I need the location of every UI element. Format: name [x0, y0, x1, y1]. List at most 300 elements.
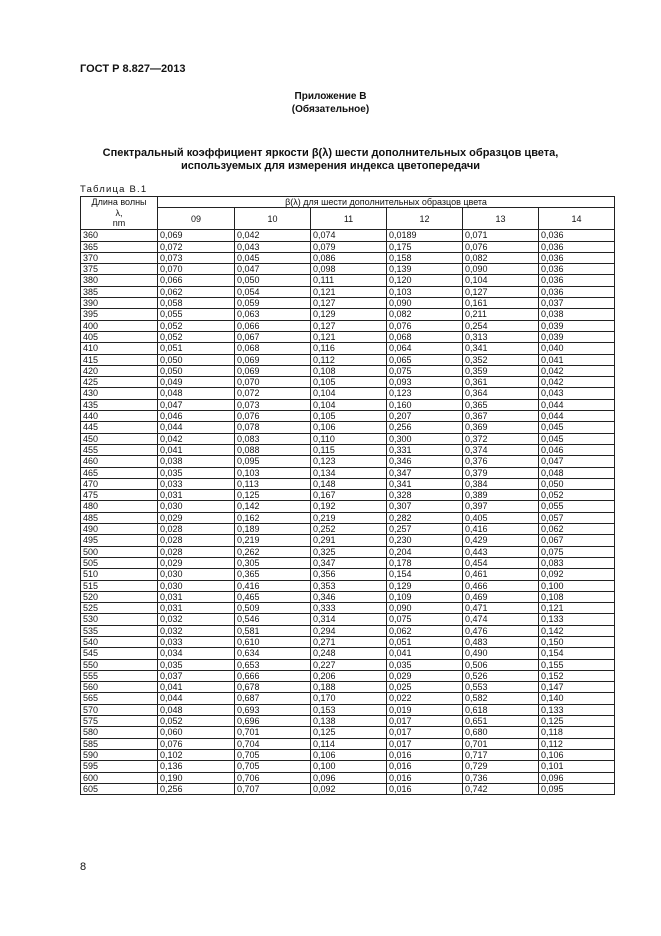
value-cell: 0,048: [158, 388, 235, 399]
wavelength-cell: 525: [81, 603, 158, 614]
value-cell: 0,384: [463, 478, 539, 489]
value-cell: 0,025: [387, 682, 463, 693]
value-cell: 0,047: [539, 456, 615, 467]
sample-column-header: 12: [387, 208, 463, 230]
value-cell: 0,333: [311, 603, 387, 614]
value-cell: 0,041: [539, 354, 615, 365]
value-cell: 0,017: [387, 738, 463, 749]
value-cell: 0,219: [311, 512, 387, 523]
value-cell: 0,581: [235, 625, 311, 636]
value-cell: 0,142: [235, 501, 311, 512]
value-cell: 0,111: [311, 275, 387, 286]
value-cell: 0,634: [235, 648, 311, 659]
value-cell: 0,134: [311, 467, 387, 478]
value-cell: 0,063: [235, 309, 311, 320]
value-cell: 0,372: [463, 433, 539, 444]
value-cell: 0,016: [387, 772, 463, 783]
value-cell: 0,314: [311, 614, 387, 625]
value-cell: 0,112: [311, 354, 387, 365]
value-cell: 0,073: [235, 399, 311, 410]
value-cell: 0,367: [463, 411, 539, 422]
value-cell: 0,031: [158, 490, 235, 501]
value-cell: 0,705: [235, 749, 311, 760]
value-cell: 0,038: [539, 309, 615, 320]
value-cell: 0,120: [387, 275, 463, 286]
value-cell: 0,483: [463, 636, 539, 647]
value-cell: 0,693: [235, 704, 311, 715]
wavelength-cell: 480: [81, 501, 158, 512]
value-cell: 0,230: [387, 535, 463, 546]
value-cell: 0,121: [539, 603, 615, 614]
value-cell: 0,466: [463, 580, 539, 591]
value-cell: 0,192: [311, 501, 387, 512]
value-cell: 0,125: [311, 727, 387, 738]
value-cell: 0,037: [158, 670, 235, 681]
wavelength-cell: 530: [81, 614, 158, 625]
value-cell: 0,125: [235, 490, 311, 501]
value-cell: 0,055: [158, 309, 235, 320]
sample-group-header: β(λ) для шести дополнительных образцов цвета: [158, 197, 615, 208]
value-cell: 0,029: [158, 557, 235, 568]
value-cell: 0,397: [463, 501, 539, 512]
table-row: [81, 444, 615, 455]
table-row: [81, 772, 615, 783]
value-cell: 0,098: [311, 264, 387, 275]
value-cell: 0,042: [235, 230, 311, 241]
value-cell: 0,079: [311, 241, 387, 252]
table-row: [81, 761, 615, 772]
value-cell: 0,207: [387, 411, 463, 422]
value-cell: 0,048: [158, 704, 235, 715]
value-cell: 0,704: [235, 738, 311, 749]
value-cell: 0,052: [158, 331, 235, 342]
value-cell: 0,138: [311, 716, 387, 727]
value-cell: 0,086: [311, 252, 387, 263]
table-row: [81, 467, 615, 478]
table-row: [81, 365, 615, 376]
value-cell: 0,471: [463, 603, 539, 614]
value-cell: 0,095: [235, 456, 311, 467]
wavelength-cell: 415: [81, 354, 158, 365]
wavelength-cell: 470: [81, 478, 158, 489]
value-cell: 0,106: [539, 749, 615, 760]
wavelength-cell: 520: [81, 591, 158, 602]
value-cell: 0,044: [539, 411, 615, 422]
value-cell: 0,313: [463, 331, 539, 342]
value-cell: 0,045: [539, 433, 615, 444]
value-cell: 0,075: [387, 365, 463, 376]
value-cell: 0,058: [158, 298, 235, 309]
value-cell: 0,104: [311, 399, 387, 410]
value-cell: 0,114: [311, 738, 387, 749]
value-cell: 0,051: [158, 343, 235, 354]
table-row: [81, 648, 615, 659]
wavelength-cell: 420: [81, 365, 158, 376]
caption-line-2: используемых для измерения индекса цветопередачи: [180, 160, 481, 172]
value-cell: 0,029: [387, 670, 463, 681]
value-cell: 0,092: [311, 783, 387, 794]
value-cell: 0,469: [463, 591, 539, 602]
table-row: [81, 749, 615, 760]
value-cell: 0,076: [387, 320, 463, 331]
value-cell: 0,509: [235, 603, 311, 614]
value-cell: 0,036: [539, 286, 615, 297]
value-cell: 0,204: [387, 546, 463, 557]
value-cell: 0,035: [387, 659, 463, 670]
sample-column-header: 13: [463, 208, 539, 230]
value-cell: 0,103: [387, 286, 463, 297]
table-row: [81, 569, 615, 580]
value-cell: 0,374: [463, 444, 539, 455]
value-cell: 0,036: [539, 241, 615, 252]
value-cell: 0,153: [311, 704, 387, 715]
value-cell: 0,356: [311, 569, 387, 580]
table-row: [81, 535, 615, 546]
value-cell: 0,106: [311, 749, 387, 760]
wavelength-cell: 510: [81, 569, 158, 580]
value-cell: 0,046: [158, 411, 235, 422]
wavelength-cell: 370: [81, 252, 158, 263]
value-cell: 0,074: [311, 230, 387, 241]
value-cell: 0,037: [539, 298, 615, 309]
value-cell: 0,039: [539, 331, 615, 342]
value-cell: 0,353: [311, 580, 387, 591]
value-cell: 0,050: [539, 478, 615, 489]
value-cell: 0,133: [539, 704, 615, 715]
table-row: [81, 456, 615, 467]
value-cell: 0,073: [158, 252, 235, 263]
table-row: [81, 331, 615, 342]
value-cell: 0,328: [387, 490, 463, 501]
value-cell: 0,047: [158, 399, 235, 410]
value-cell: 0,019: [387, 704, 463, 715]
value-cell: 0,067: [235, 331, 311, 342]
wavelength-cell: 425: [81, 377, 158, 388]
value-cell: 0,070: [158, 264, 235, 275]
value-cell: 0,045: [539, 422, 615, 433]
wavelength-cell: 570: [81, 704, 158, 715]
value-cell: 0,050: [158, 354, 235, 365]
value-cell: 0,582: [463, 693, 539, 704]
value-cell: 0,016: [387, 783, 463, 794]
table-row: [81, 490, 615, 501]
value-cell: 0,030: [158, 501, 235, 512]
value-cell: 0,359: [463, 365, 539, 376]
value-cell: 0,036: [539, 264, 615, 275]
value-cell: 0,352: [463, 354, 539, 365]
wavelength-cell: 385: [81, 286, 158, 297]
wavelength-cell: 540: [81, 636, 158, 647]
value-cell: 0,742: [463, 783, 539, 794]
value-cell: 0,160: [387, 399, 463, 410]
value-cell: 0,282: [387, 512, 463, 523]
value-cell: 0,506: [463, 659, 539, 670]
value-cell: 0,178: [387, 557, 463, 568]
value-cell: 0,050: [158, 365, 235, 376]
value-cell: 0,062: [387, 625, 463, 636]
value-cell: 0,101: [539, 761, 615, 772]
wavelength-cell: 475: [81, 490, 158, 501]
appendix-status: (Обязательное): [291, 104, 370, 115]
wavelength-cell: 535: [81, 625, 158, 636]
value-cell: 0,043: [235, 241, 311, 252]
value-cell: 0,465: [235, 591, 311, 602]
value-cell: 0,112: [539, 738, 615, 749]
wavelength-cell: 450: [81, 433, 158, 444]
value-cell: 0,227: [311, 659, 387, 670]
value-cell: 0,254: [463, 320, 539, 331]
value-cell: 0,052: [539, 490, 615, 501]
table-row: [81, 354, 615, 365]
wavelength-cell: 360: [81, 230, 158, 241]
value-cell: 0,155: [539, 659, 615, 670]
value-cell: 0,291: [311, 535, 387, 546]
value-cell: 0,052: [158, 716, 235, 727]
value-cell: 0,017: [387, 727, 463, 738]
value-cell: 0,687: [235, 693, 311, 704]
value-cell: 0,389: [463, 490, 539, 501]
value-cell: 0,610: [235, 636, 311, 647]
value-cell: 0,104: [311, 388, 387, 399]
value-cell: 0,706: [235, 772, 311, 783]
wavelength-cell: 580: [81, 727, 158, 738]
value-cell: 0,140: [539, 693, 615, 704]
value-cell: 0,069: [158, 230, 235, 241]
wavelength-cell: 500: [81, 546, 158, 557]
value-cell: 0,038: [158, 456, 235, 467]
value-cell: 0,106: [311, 422, 387, 433]
value-cell: 0,365: [463, 399, 539, 410]
table-row: [81, 309, 615, 320]
value-cell: 0,651: [463, 716, 539, 727]
table-label: Таблица В.1: [80, 184, 148, 195]
value-cell: 0,017: [387, 716, 463, 727]
value-cell: 0,707: [235, 783, 311, 794]
wavelength-cell: 460: [81, 456, 158, 467]
value-cell: 0,095: [539, 783, 615, 794]
table-row: [81, 388, 615, 399]
value-cell: 0,069: [235, 365, 311, 376]
table-row: [81, 512, 615, 523]
wavelength-cell: 430: [81, 388, 158, 399]
table-row: [81, 478, 615, 489]
value-cell: 0,680: [463, 727, 539, 738]
value-cell: 0,736: [463, 772, 539, 783]
value-cell: 0,082: [387, 309, 463, 320]
value-cell: 0,076: [158, 738, 235, 749]
value-cell: 0,653: [235, 659, 311, 670]
value-cell: 0,257: [387, 524, 463, 535]
wavelength-cell: 440: [81, 411, 158, 422]
value-cell: 0,206: [311, 670, 387, 681]
wavelength-cell: 485: [81, 512, 158, 523]
value-cell: 0,069: [235, 354, 311, 365]
value-cell: 0,461: [463, 569, 539, 580]
value-cell: 0,365: [235, 569, 311, 580]
value-cell: 0,379: [463, 467, 539, 478]
value-cell: 0,090: [463, 264, 539, 275]
value-cell: 0,696: [235, 716, 311, 727]
value-cell: 0,065: [387, 354, 463, 365]
value-cell: 0,052: [158, 320, 235, 331]
wavelength-header-line-1: Длина волны: [91, 197, 147, 208]
value-cell: 0,175: [387, 241, 463, 252]
wavelength-cell: 575: [81, 716, 158, 727]
table-row: [81, 524, 615, 535]
table-row: [81, 343, 615, 354]
value-cell: 0,041: [158, 444, 235, 455]
value-cell: 0,294: [311, 625, 387, 636]
value-cell: 0,0189: [387, 230, 463, 241]
value-cell: 0,066: [158, 275, 235, 286]
value-cell: 0,108: [311, 365, 387, 376]
value-cell: 0,040: [539, 343, 615, 354]
value-cell: 0,125: [539, 716, 615, 727]
value-cell: 0,076: [235, 411, 311, 422]
value-cell: 0,016: [387, 761, 463, 772]
value-cell: 0,305: [235, 557, 311, 568]
wavelength-cell: 555: [81, 670, 158, 681]
value-cell: 0,044: [158, 422, 235, 433]
value-cell: 0,133: [539, 614, 615, 625]
value-cell: 0,369: [463, 422, 539, 433]
table-row: [81, 603, 615, 614]
caption-line-1: Спектральный коэффициент яркости β(λ) шести дополнительных образцов цвета,: [102, 147, 559, 159]
value-cell: 0,364: [463, 388, 539, 399]
table-row: [81, 716, 615, 727]
value-cell: 0,082: [463, 252, 539, 263]
wavelength-cell: 445: [81, 422, 158, 433]
value-cell: 0,729: [463, 761, 539, 772]
value-cell: 0,115: [311, 444, 387, 455]
table-row: [81, 670, 615, 681]
table-row: [81, 693, 615, 704]
value-cell: 0,158: [387, 252, 463, 263]
value-cell: 0,036: [539, 252, 615, 263]
wavelength-cell: 605: [81, 783, 158, 794]
value-cell: 0,100: [311, 761, 387, 772]
value-cell: 0,256: [387, 422, 463, 433]
value-cell: 0,050: [235, 275, 311, 286]
value-cell: 0,092: [539, 569, 615, 580]
value-cell: 0,096: [539, 772, 615, 783]
value-cell: 0,083: [539, 557, 615, 568]
value-cell: 0,045: [235, 252, 311, 263]
value-cell: 0,051: [387, 636, 463, 647]
sample-column-header: 11: [311, 208, 387, 230]
value-cell: 0,062: [539, 524, 615, 535]
table-row: [81, 682, 615, 693]
table-row: [81, 275, 615, 286]
value-cell: 0,123: [387, 388, 463, 399]
table-row: [81, 614, 615, 625]
value-cell: 0,076: [463, 241, 539, 252]
value-cell: 0,064: [387, 343, 463, 354]
value-cell: 0,083: [235, 433, 311, 444]
value-cell: 0,454: [463, 557, 539, 568]
value-cell: 0,139: [387, 264, 463, 275]
appendix-title: Приложение В: [294, 91, 367, 102]
table-caption: [0, 147, 661, 173]
value-cell: 0,093: [387, 377, 463, 388]
value-cell: 0,033: [158, 636, 235, 647]
value-cell: 0,190: [158, 772, 235, 783]
value-cell: 0,100: [539, 580, 615, 591]
value-cell: 0,361: [463, 377, 539, 388]
value-cell: 0,142: [539, 625, 615, 636]
value-cell: 0,110: [311, 433, 387, 444]
value-cell: 0,154: [539, 648, 615, 659]
value-cell: 0,416: [235, 580, 311, 591]
wavelength-cell: 515: [81, 580, 158, 591]
value-cell: 0,042: [539, 365, 615, 376]
wavelength-cell: 590: [81, 749, 158, 760]
value-cell: 0,262: [235, 546, 311, 557]
value-cell: 0,044: [539, 399, 615, 410]
table-row: [81, 433, 615, 444]
table-row: [81, 264, 615, 275]
wavelength-cell: 435: [81, 399, 158, 410]
table-row: [81, 377, 615, 388]
value-cell: 0,341: [463, 343, 539, 354]
value-cell: 0,096: [311, 772, 387, 783]
wavelength-cell: 560: [81, 682, 158, 693]
value-cell: 0,121: [311, 331, 387, 342]
value-cell: 0,032: [158, 614, 235, 625]
wavelength-column-header: [81, 197, 158, 230]
value-cell: 0,248: [311, 648, 387, 659]
wavelength-cell: 595: [81, 761, 158, 772]
table-row: [81, 738, 615, 749]
value-cell: 0,136: [158, 761, 235, 772]
wavelength-cell: 455: [81, 444, 158, 455]
wavelength-cell: 550: [81, 659, 158, 670]
value-cell: 0,075: [387, 614, 463, 625]
value-cell: 0,047: [235, 264, 311, 275]
value-cell: 0,526: [463, 670, 539, 681]
value-cell: 0,035: [158, 659, 235, 670]
table-row: [81, 704, 615, 715]
table-row: [81, 636, 615, 647]
value-cell: 0,016: [387, 749, 463, 760]
value-cell: 0,028: [158, 535, 235, 546]
value-cell: 0,219: [235, 535, 311, 546]
value-cell: 0,028: [158, 524, 235, 535]
wavelength-cell: 365: [81, 241, 158, 252]
value-cell: 0,055: [539, 501, 615, 512]
table-row: [81, 591, 615, 602]
value-cell: 0,031: [158, 603, 235, 614]
value-cell: 0,717: [463, 749, 539, 760]
value-cell: 0,033: [158, 478, 235, 489]
table-row: [81, 557, 615, 568]
value-cell: 0,030: [158, 569, 235, 580]
value-cell: 0,113: [235, 478, 311, 489]
standard-code: ГОСТ Р 8.827—2013: [80, 63, 186, 75]
wavelength-cell: 375: [81, 264, 158, 275]
value-cell: 0,059: [235, 298, 311, 309]
wavelength-cell: 395: [81, 309, 158, 320]
sample-column-header: 14: [539, 208, 615, 230]
value-cell: 0,075: [539, 546, 615, 557]
value-cell: 0,057: [539, 512, 615, 523]
value-cell: 0,346: [311, 591, 387, 602]
value-cell: 0,474: [463, 614, 539, 625]
value-cell: 0,034: [158, 648, 235, 659]
value-cell: 0,271: [311, 636, 387, 647]
value-cell: 0,039: [539, 320, 615, 331]
value-cell: 0,148: [311, 478, 387, 489]
